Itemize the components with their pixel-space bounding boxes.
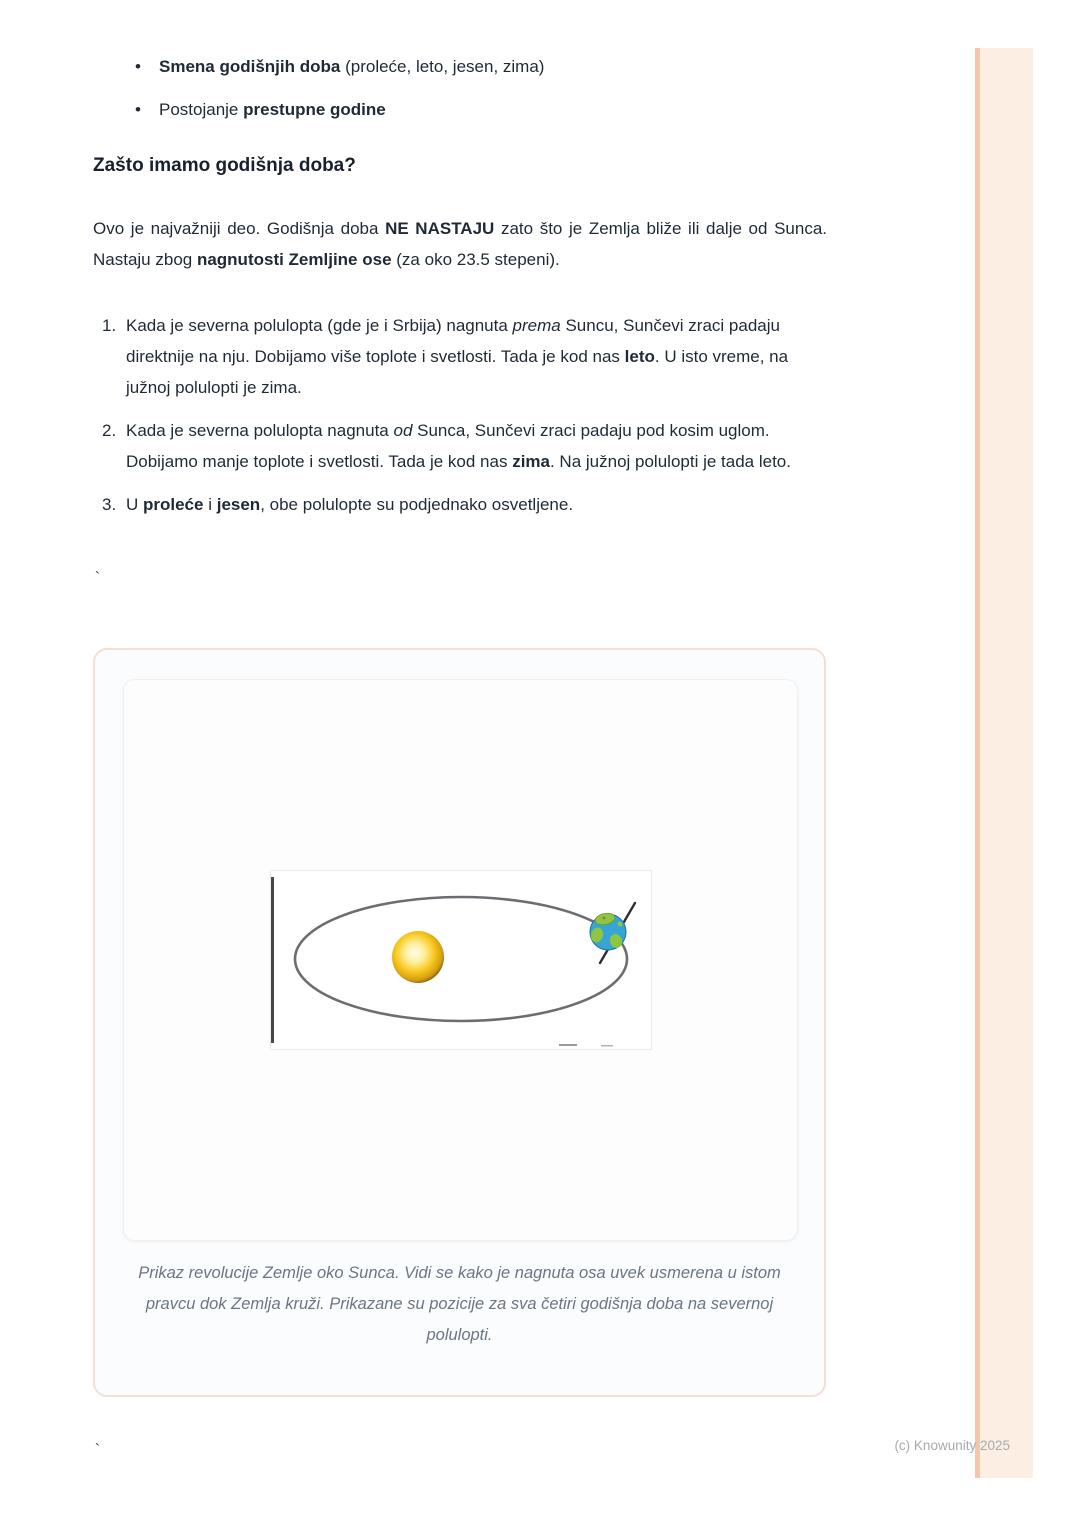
stray-backtick-bottom: `: [95, 1441, 100, 1458]
text-segment: (za oko 23.5 stepeni).: [391, 250, 560, 269]
text-segment: NE NASTAJU: [385, 219, 495, 238]
text-segment: proleće: [143, 495, 204, 514]
text-segment: Kada je severna polulopta (gde je i Srbija) nagnuta: [126, 316, 513, 335]
text-segment: Sunca, Sunčevi zraci padaju pod kosim uglom. Dobijamo manje toplote i svetlosti. Tada je kod nas: [126, 421, 770, 471]
stray-backtick-top: `: [95, 569, 100, 586]
text-segment: U: [126, 495, 143, 514]
numbered-list: [93, 310, 827, 520]
figure-caption: [95, 1258, 824, 1351]
text-segment: , obe polulopte su podjednako osvetljene.: [260, 495, 574, 514]
text-segment: zato što je Zemlja bliže ili dalje od Sunca. Nastaju zbog: [93, 219, 827, 269]
sun: [392, 931, 444, 983]
bullet-dot-icon: •: [135, 100, 141, 119]
section-heading: Zašto imamo godišnja doba?: [93, 155, 356, 176]
text-segment: zima: [512, 452, 550, 471]
figure-caption-text: Prikaz revolucije Zemlje oko Sunca. Vidi se kako je nagnuta osa uvek usmerena u istom pravcu dok Zemlja kruži. Prikazane su pozicije za sva četiri godišnja doba na severnoj polulopti.: [138, 1264, 781, 1344]
list-item-prolece-jesen: [93, 489, 827, 520]
list-marker: 1.: [102, 316, 117, 335]
text-segment: jesen: [216, 495, 261, 514]
orbit-ellipse: [295, 897, 627, 1021]
text-segment: Smena godišnjih doba: [159, 57, 341, 76]
text-segment: . U isto vreme, na južnoj polulopti je zima.: [126, 347, 789, 397]
figure-card: [93, 648, 826, 1397]
text-segment: Suncu, Sunčevi zraci padaju direktnije na nju. Dobijamo više toplote i svetlosti. Tada je kod nas: [126, 316, 780, 366]
bullet-dot-icon: •: [135, 57, 141, 76]
text-segment: i: [203, 495, 217, 514]
orbit-illustration: [270, 870, 652, 1050]
main-content: [93, 55, 827, 532]
page-edge-stripe: [975, 48, 1033, 1478]
bullet-item-prestupna: [93, 98, 827, 122]
text-segment: prema: [512, 316, 561, 335]
text-segment: leto: [624, 347, 655, 366]
text-segment: nagnutosti Zemljine ose: [196, 250, 392, 269]
copyright-notice: (c) Knowunity 2025: [894, 1438, 1010, 1453]
text-segment: Ovo je najvažniji deo. Godišnja doba: [93, 219, 386, 238]
list-item-leto: [93, 310, 827, 403]
text-segment: (proleće, leto, jesen, zima): [340, 57, 545, 76]
bullet-item-smena: [93, 55, 827, 79]
text-segment: Postojanje: [159, 100, 244, 119]
list-marker: 2.: [102, 421, 117, 440]
text-segment: . Na južnoj polulopti je tada leto.: [549, 452, 791, 471]
text-segment: od: [393, 421, 413, 440]
text-segment: Kada je severna polulopta nagnuta: [126, 421, 394, 440]
figure-image-panel: [123, 679, 798, 1241]
sun-earth-orbit-graphic: [271, 871, 651, 1049]
bullet-list: [93, 55, 827, 122]
list-item-zima: [93, 415, 827, 477]
intro-paragraph: [93, 213, 827, 275]
text-segment: prestupne godine: [243, 100, 386, 119]
list-marker: 3.: [102, 495, 117, 514]
image-crop-edge: [271, 877, 274, 1043]
